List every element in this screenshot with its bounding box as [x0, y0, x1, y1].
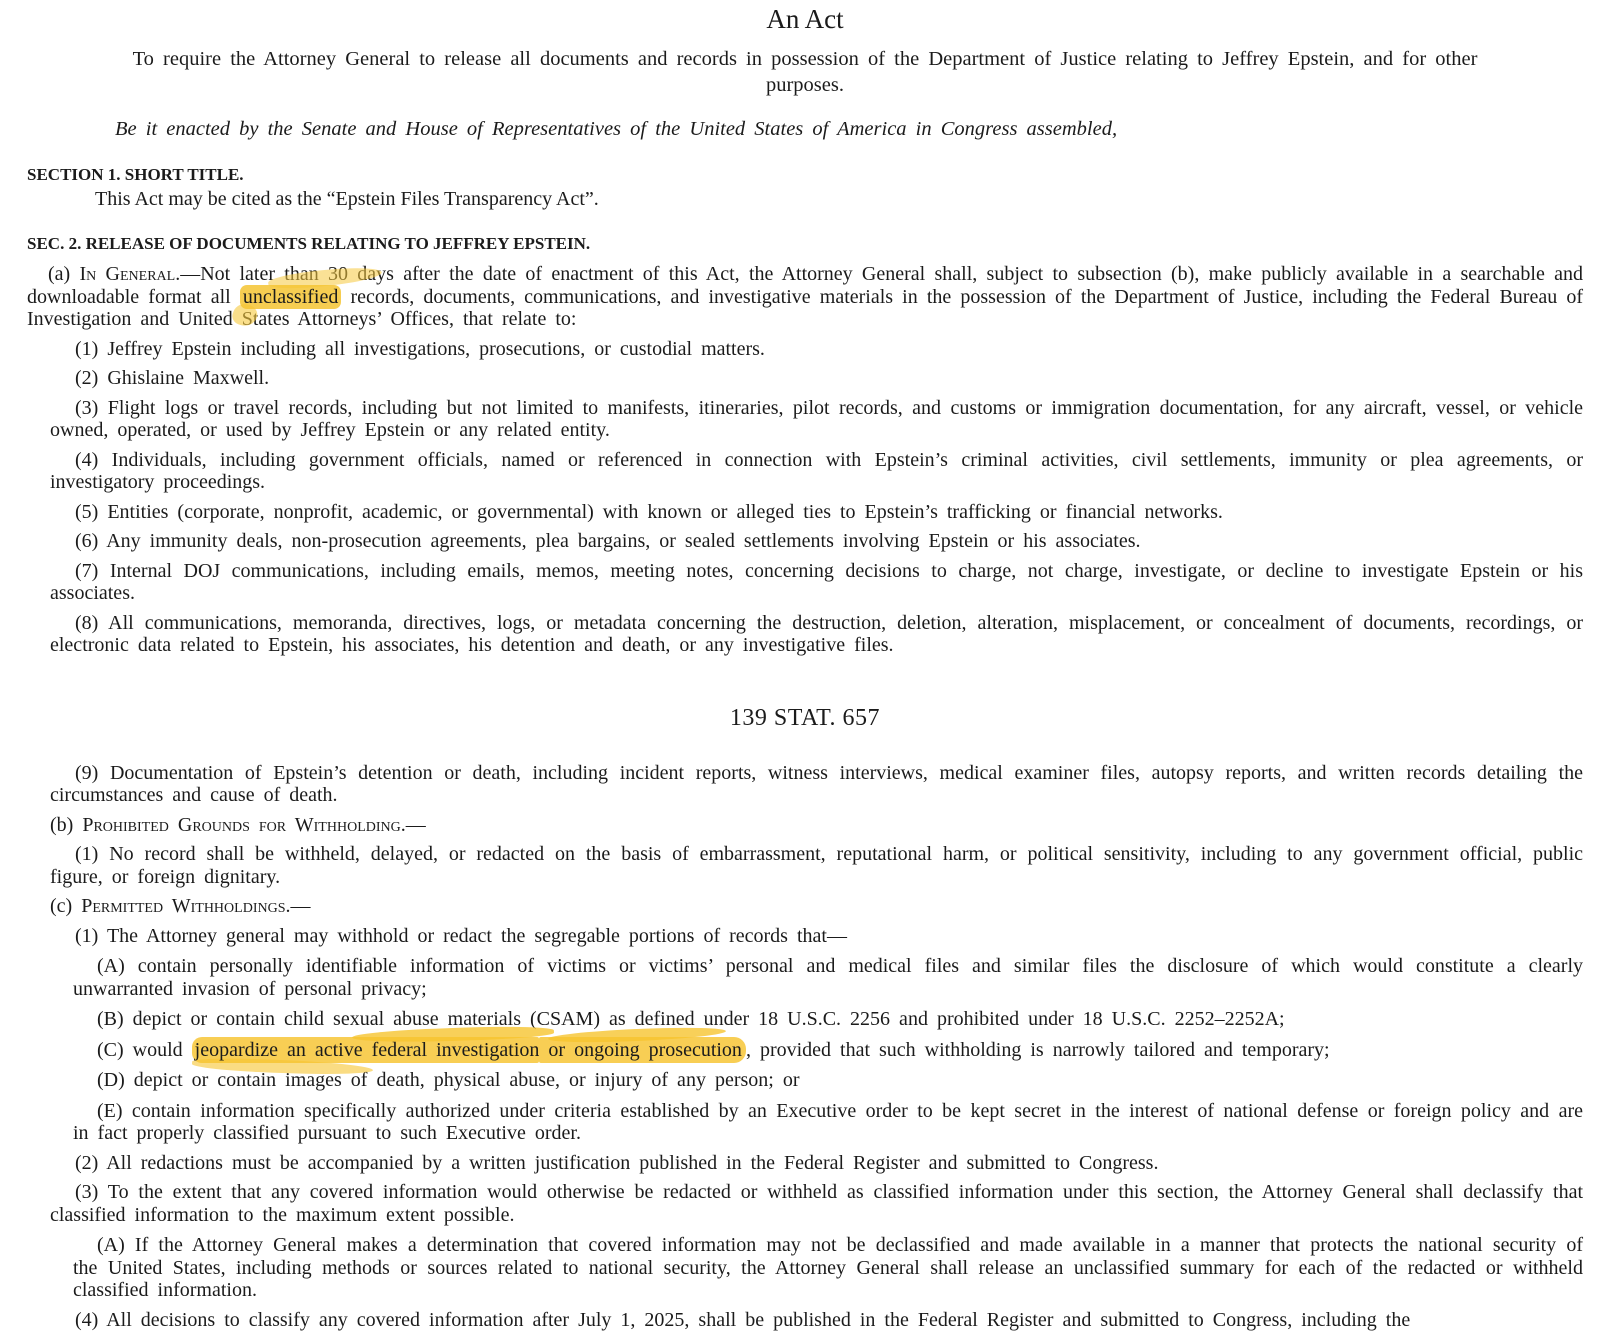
- item-a4: (4) Individuals, including government officials, named or referenced in connection with Epstein’s criminal activities, civil settlements, immunity or plea agreements, or investigatory proceedings.: [50, 448, 1583, 493]
- item-a3: (3) Flight logs or travel records, including but not limited to manifests, itineraries, pilot records, and customs or immigration documentation, for any aircraft, vessel, or vehicle owned, operated, or used by Jeffrey Epstein or any related entity.: [50, 396, 1583, 441]
- statute-page-marker: 139 STAT. 657: [729, 704, 881, 731]
- subsection-a-label: (a): [48, 263, 80, 285]
- subsection-a-connector: .—: [175, 263, 201, 285]
- highlight-ongoing-prosecution: or ongoing prosecution: [539, 1037, 746, 1063]
- item-a5: (5) Entities (corporate, nonprofit, academic, or governmental) with known or alleged ties to Epstein’s trafficking or financial networks.: [75, 500, 1223, 523]
- subsection-a-text-post: records, documents, communications, and investigative materials in the possession of the Department of Justice, including the Federal Bureau of Investigation and United States Attorneys’ Offices, that relate to:: [27, 285, 1583, 330]
- item-c3: (3) To the extent that any covered information would otherwise be redacted or withheld as classified information under this section, the Attorney General shall declassify that classified information to the maximum extent possible.: [50, 1181, 1583, 1226]
- subsection-c-heading: [50, 895, 1583, 918]
- item-c1-B: (B) depict or contain child sexual abuse materials (CSAM) as defined under 18 U.S.C. 2256 and prohibited under 18 U.S.C. 2252–2252A;: [97, 1008, 1285, 1030]
- item-a8: (8) All communications, memoranda, directives, logs, or metadata concerning the destruction, deletion, alteration, misplacement, or concealment of documents, recordings, or electronic data related to Epstein, his associates, his detention and death, or any investigative files.: [50, 611, 1583, 656]
- item-c4-clipped: (4) All decisions to classify any covered information after July 1, 2025, shall be published in the Federal Register and submitted to Congress, including the: [75, 1308, 1411, 1331]
- highlight-unclassified: unclassified: [240, 285, 342, 309]
- item-c1-C-pre: (C) would: [97, 1038, 192, 1061]
- item-c1-A: (A) contain personally identifiable information of victims or victims’ personal and medical files and similar files the disclosure of which would constitute a clearly unwarranted invasion of personal privacy;: [73, 955, 1583, 1000]
- subsection-a-text-pre: Not later than 30 days after the date of enactment of this Act, the Attorney General shall, subject to subsection (b), make publicly available in a searchable and downloadable format all: [27, 263, 1584, 308]
- item-c1-C: [73, 1039, 1583, 1062]
- subsection-a-title: In General: [79, 263, 176, 285]
- subsection-b-title: Prohibited Grounds for Withholding: [82, 813, 401, 836]
- enacting-clause: Be it enacted by the Senate and House of Representatives of the United States of America in Congress assembled,: [115, 118, 1118, 140]
- subsection-b-label: (b): [50, 813, 83, 836]
- act-title: An Act: [766, 4, 844, 34]
- long-title: To require the Attorney General to release all documents and records in possession of the Department of Justice relating to Jeffrey Epstein, and for other purposes.: [132, 48, 1478, 96]
- section2-heading: SEC. 2. RELEASE OF DOCUMENTS RELATING TO JEFFREY EPSTEIN.: [27, 234, 591, 253]
- subsection-c-title: Permitted Withholdings: [81, 895, 286, 917]
- item-c3-A: (A) If the Attorney General makes a determination that covered information may not be declassified and made available in a manner that protects the national security of the United States, including methods or sources related to national security, the Attorney General shall release an unclassified summary for each of the redacted or withheld classified information.: [73, 1234, 1583, 1301]
- subsection-c-connector: .—: [285, 895, 311, 917]
- item-b1: (1) No record shall be withheld, delayed, or redacted on the basis of embarrassment, reputational harm, or political sensitivity, including to any government official, public figure, or foreign dignitary.: [50, 843, 1583, 888]
- subsection-a: [27, 263, 1583, 331]
- item-c1-C-post: , provided that such withholding is narrowly tailored and temporary;: [745, 1038, 1330, 1061]
- item-a1: (1) Jeffrey Epstein including all investigations, prosecutions, or custodial matters.: [75, 337, 765, 360]
- item-c2: (2) All redactions must be accompanied by a written justification published in the Federal Register and submitted to Congress.: [75, 1151, 1159, 1174]
- section1-text: This Act may be cited as the “Epstein Files Transparency Act”.: [95, 187, 599, 210]
- item-c1-D: (D) depict or contain images of death, physical abuse, or injury of any person; or: [97, 1069, 800, 1091]
- item-a7: (7) Internal DOJ communications, including emails, memos, meeting notes, concerning decisions to charge, not charge, investigate, or decline to investigate Epstein or his associates.: [50, 559, 1583, 604]
- item-a9: (9) Documentation of Epstein’s detention or death, including incident reports, witness interviews, medical examiner files, autopsy reports, and written records detailing the circumstances and cause of death.: [50, 761, 1583, 806]
- subsection-b-connector: .—: [400, 813, 426, 836]
- item-c1: (1) The Attorney general may withhold or redact the segregable portions of records that—: [75, 924, 847, 947]
- subsection-b-heading: [50, 814, 1583, 837]
- item-c1-E: (E) contain information specifically authorized under criteria established by an Executive order to be kept secret in the interest of national defense or foreign policy and are in fact properly classified pursuant to such Executive order.: [73, 1099, 1583, 1144]
- item-a2: (2) Ghislaine Maxwell.: [75, 367, 270, 389]
- section1-heading: SECTION 1. SHORT TITLE.: [27, 164, 244, 184]
- subsection-c-label: (c): [50, 895, 82, 917]
- highlight-jeopardize-investigation: jeopardize an active federal investigation: [192, 1037, 540, 1063]
- item-a6: (6) Any immunity deals, non-prosecution agreements, plea bargains, or sealed settlements involving Epstein or his associates.: [75, 530, 1141, 552]
